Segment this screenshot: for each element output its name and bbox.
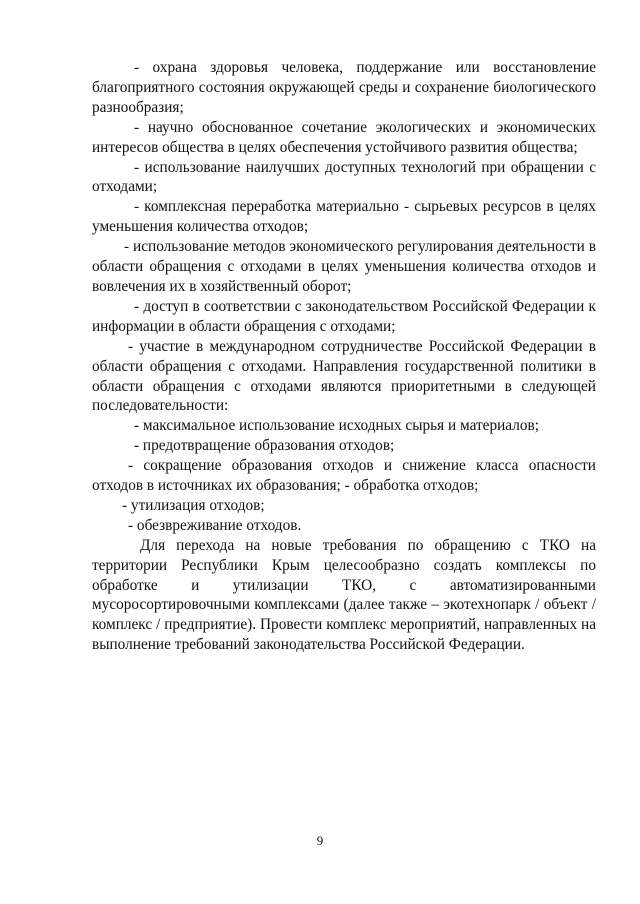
paragraph-ecological-economic-balance: - научно обоснованное сочетание экологических и экономических интересов общества в целях обеспечения устойчивого развития общества;	[92, 118, 596, 156]
priority-item-utilization: - утилизация отходов;	[122, 496, 265, 514]
page-number: 9	[316, 833, 324, 848]
paragraph-information-access: - доступ в соответствии с законодательством Российской Федерации к информации в области обращения с отходами;	[92, 297, 596, 335]
paragraph-best-technologies: - использование наилучших доступных технологий при обращении с отходами;	[92, 158, 596, 196]
document-body	[92, 58, 596, 655]
paragraph-complex-processing: - комплексная переработка материально - сырьевых ресурсов в целях уменьшения количества отходов;	[92, 198, 596, 236]
paragraph-economic-regulation: - использование методов экономического регулирования деятельности в области обращения с отходами в целях уменьшения количества отходов и вовлечения их в хозяйственный оборот;	[92, 238, 596, 295]
priority-item-prevention: - предотвращение образования отходов;	[134, 437, 395, 455]
priority-item-reduction: - сокращение образования отходов и снижение класса опасности отходов в источниках их образования; - обработка отходов;	[92, 457, 596, 495]
priority-item-max-use: - максимальное использование исходных сырья и материалов;	[134, 417, 539, 435]
paragraph-health-protection: - охрана здоровья человека, поддержание или восстановление благоприятного состояния окружающей среды и сохранение биологического разнообразия;	[92, 59, 596, 116]
paragraph-tko-transition: Для перехода на новые требования по обращению с ТКО на территории Республики Крым целесообразно создать комплексы по обработке и утилизации ТКО, с автоматизированными мусоросортировочными комплексами (далее также – экотехнопарк / объект / комплекс / предприятие). Провести комплекс мероприятий, направленных на выполнение требований законодательства Российской Федерации.	[92, 536, 596, 654]
priority-item-neutralization: - обезвреживание отходов.	[128, 516, 302, 534]
paragraph-international-cooperation: - участие в международном сотрудничестве Российской Федерации в области обращения с отходами. Направления государственной политики в области обращения с отходами являются приоритетными в следующей последовательности:	[92, 337, 596, 415]
